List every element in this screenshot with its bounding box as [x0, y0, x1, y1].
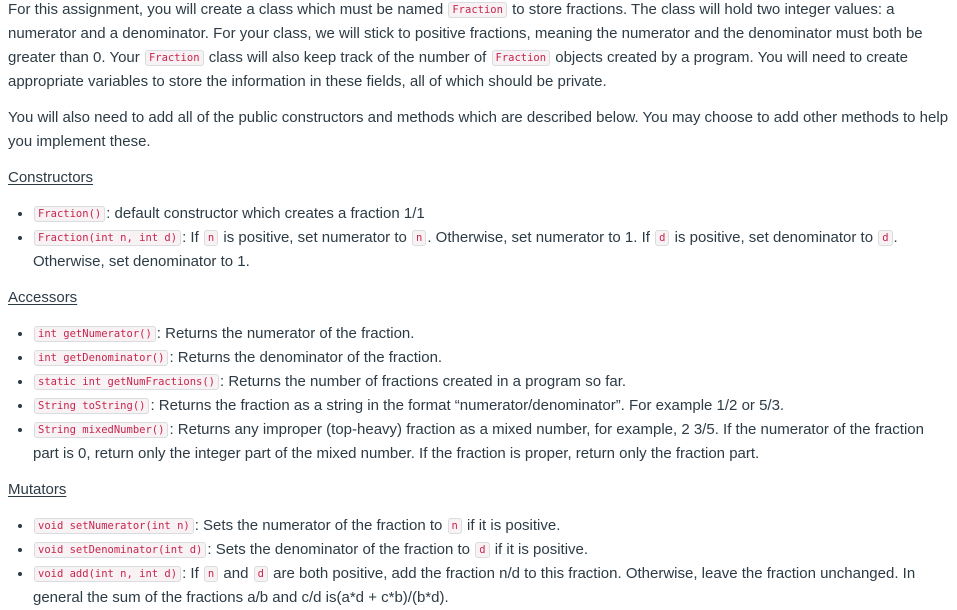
inline-code: Fraction — [145, 50, 204, 66]
method-description: and — [223, 565, 249, 582]
list-item — [33, 562, 949, 610]
method-description: . Otherwise, set numerator to 1. If — [427, 229, 650, 246]
method-description: are both positive, add the fraction n/d to this fraction. Otherwise, leave the fraction unchanged. In general the sum of the fractions a/b and c/d is(a*d + c*b)/(b*d). — [33, 565, 916, 606]
inline-code: n — [412, 230, 426, 246]
intro-paragraph — [8, 0, 949, 94]
list-item — [33, 538, 949, 562]
mutators-heading: Mutators — [8, 481, 67, 498]
method-signature: void setDenominator(int d) — [34, 542, 206, 558]
method-signature: String toString() — [34, 398, 149, 414]
inline-code: n — [204, 566, 218, 582]
method-description: : Returns the numerator of the fraction. — [156, 325, 415, 342]
method-signature: void setNumerator(int n) — [34, 518, 194, 534]
accessors-heading: Accessors — [8, 289, 78, 306]
intro-text: objects created by a program. You will need to create appropriate variables to store the information in these fields, all of which should be private. — [8, 49, 908, 90]
method-description: : Returns any improper (top-heavy) fraction as a mixed number, for example, 2 3/5. If the numerator of the fraction part is 0, return only the integer part of the mixed number. If the fraction is proper, return only the fraction part. — [33, 421, 924, 462]
method-signature: int getNumerator() — [34, 326, 156, 342]
method-signature: int getDenominator() — [34, 350, 168, 366]
method-signature: void add(int n, int d) — [34, 566, 181, 582]
method-description: is positive, set denominator to — [674, 229, 874, 246]
accessors-list — [8, 322, 949, 466]
list-item — [33, 514, 949, 538]
method-description: : Returns the denominator of the fraction. — [169, 349, 443, 366]
intro-text: to store fractions. The class will hold two integer values: a numerator and a denominator. For your class, we will stick to positive fractions, meaning the numerator and the denominator must both be greater than 0. Your — [8, 1, 923, 66]
list-item — [33, 322, 949, 346]
method-description: : default constructor which creates a fraction 1/1 — [106, 205, 425, 222]
inline-code: Fraction — [492, 50, 551, 66]
method-description: if it is positive. — [494, 541, 589, 558]
inline-code: d — [475, 542, 489, 558]
method-description: : Returns the number of fractions created in a program so far. — [220, 373, 627, 390]
instructions-paragraph: You will also need to add all of the public constructors and methods which are described below. You may choose to add other methods to help you implement these. — [8, 109, 949, 150]
method-description: : Sets the numerator of the fraction to — [194, 517, 443, 534]
method-description: : If — [182, 229, 199, 246]
inline-code: d — [655, 230, 669, 246]
method-description: : If — [182, 565, 199, 582]
method-description: if it is positive. — [467, 517, 561, 534]
intro-text: For this assignment, you will create a class which must be named — [8, 1, 444, 18]
list-item — [33, 370, 949, 394]
intro-text: class will also keep track of the number of — [208, 49, 487, 66]
list-item — [33, 346, 949, 370]
method-signature: Fraction(int n, int d) — [34, 230, 181, 246]
method-signature: String mixedNumber() — [34, 422, 168, 438]
inline-code: d — [254, 566, 268, 582]
method-description: is positive, set numerator to — [223, 229, 407, 246]
constructors-heading: Constructors — [8, 169, 94, 186]
method-description: . Otherwise, set denominator to 1. — [33, 229, 898, 270]
inline-code: d — [878, 230, 892, 246]
mutators-list — [8, 514, 949, 610]
method-signature: static int getNumFractions() — [34, 374, 219, 390]
constructors-list — [8, 202, 949, 274]
list-item — [33, 226, 949, 274]
inline-code: n — [204, 230, 218, 246]
inline-code: n — [448, 518, 462, 534]
method-description: : Returns the fraction as a string in the format “numerator/denominator”. For example 1/2 or 5/3. — [150, 397, 785, 414]
list-item — [33, 394, 949, 418]
method-signature: Fraction() — [34, 206, 105, 222]
method-description: : Sets the denominator of the fraction to — [207, 541, 471, 558]
list-item — [33, 418, 949, 466]
list-item — [33, 202, 949, 226]
inline-code: Fraction — [448, 2, 507, 18]
